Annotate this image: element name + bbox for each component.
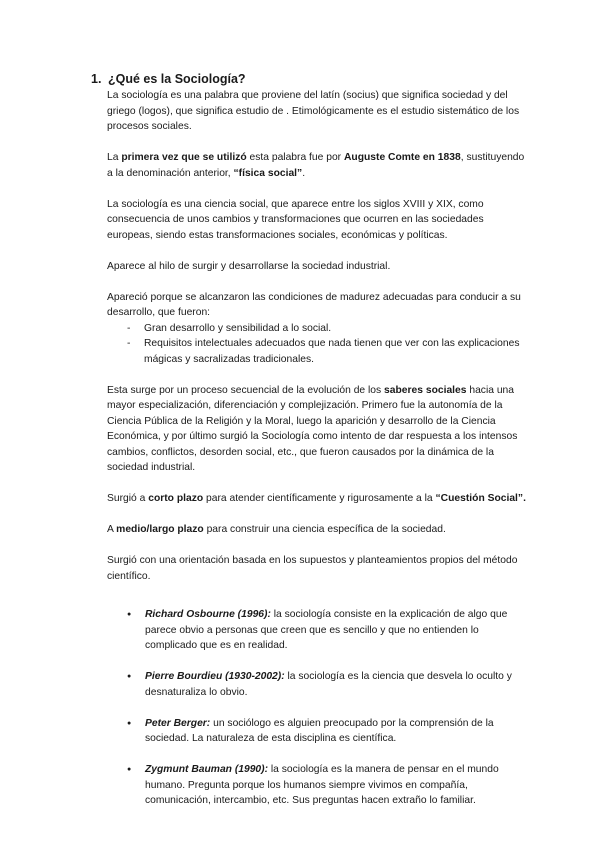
paragraph-long-term: A medio/largo plazo para construir una ciencia específica de la sociedad. [107, 524, 446, 535]
list-item: - Gran desarrollo y sensibilidad a lo social. [144, 321, 527, 337]
author-name: Pierre Bourdieu (1930-2002): [145, 671, 285, 682]
author-definition: ● Pierre Bourdieu (1930-2002): la sociología es la ciencia que desvela lo oculto y desnaturaliza lo obvio. [145, 669, 527, 700]
author-name: Zygmunt Bauman (1990): [145, 764, 269, 775]
paragraph-first-use: La primera vez que se utilizó esta palabra fue por Auguste Comte en 1838, sustituyendo a la denominación anterior, “física social”. [107, 152, 525, 179]
paragraph-scientific-method: Surgió con una orientación basada en los supuestos y planteamientos propios del método científico. [107, 555, 518, 582]
document-body [107, 88, 527, 824]
paragraph-definition: La sociología es una palabra que proviene del latín (socius) que significa sociedad y del griego (logos), que significa estudio de . Etimológicamente es el estudio sistemático de los procesos sociales. [107, 90, 520, 132]
list-item: - Requisitos intelectuales adecuados que nada tienen que ver con las explicaciones mágicas y sacralizadas tradicionales. [144, 336, 527, 367]
paragraph-evolution: Esta surge por un proceso secuencial de la evolución de los saberes sociales hacia una mayor especialización, diferenciación y complejización. Primero fue la autonomía de la Ciencia Pública de la Religión y la Moral, luego la aparición y desarrollo de la Ciencia Económica, y por último surgió la Sociología como intento de dar respuesta a los intensos cambios, conflictos, desorden social, etc., que fueron causados por la dinámica de la sociedad industrial. [107, 384, 518, 473]
paragraph-conditions: Apareció porque se alcanzaron las condiciones de madurez adecuadas para conducir a su desarrollo, que fueron: [107, 291, 521, 318]
authors-list [107, 607, 527, 809]
author-definition: ● Peter Berger: un sociólogo es alguien preocupado por la comprensión de la sociedad. La naturaleza de esta disciplina es científica. [145, 716, 527, 747]
conditions-list [107, 321, 527, 368]
author-name: Richard Osbourne (1996): [145, 609, 271, 620]
author-definition: ● Richard Osbourne (1996): la sociología consiste en la explicación de algo que parece obvio a personas que creen que es sencillo y que no entienden lo complicado que es en realidad. [145, 607, 527, 654]
section-number: 1. [91, 72, 102, 86]
paragraph-industrial-society: Aparece al hilo de surgir y desarrollarse la sociedad industrial. [107, 260, 391, 272]
author-name: Peter Berger: [145, 717, 211, 729]
author-definition: ● Zygmunt Bauman (1990): la sociología es la manera de pensar en el mundo humano. Pregunta porque los humanos siempre vivimos en compañía, comunicación, intercambio, etc. Sus preguntas hacen extraño lo familiar. [145, 762, 527, 809]
section-heading [91, 72, 246, 86]
section-title: ¿Qué es la Sociología? [108, 72, 246, 86]
paragraph-social-science: La sociología es una ciencia social, que aparece entre los siglos XVIII y XIX, como consecuencia de unos cambios y transformaciones que ocurren en las sociedades europeas, siendo estas transformaciones sociales, económicas y políticas. [107, 198, 484, 241]
paragraph-short-term: Surgió a corto plazo para atender científicamente y rigurosamente a la “Cuestión Social”. [107, 493, 526, 504]
